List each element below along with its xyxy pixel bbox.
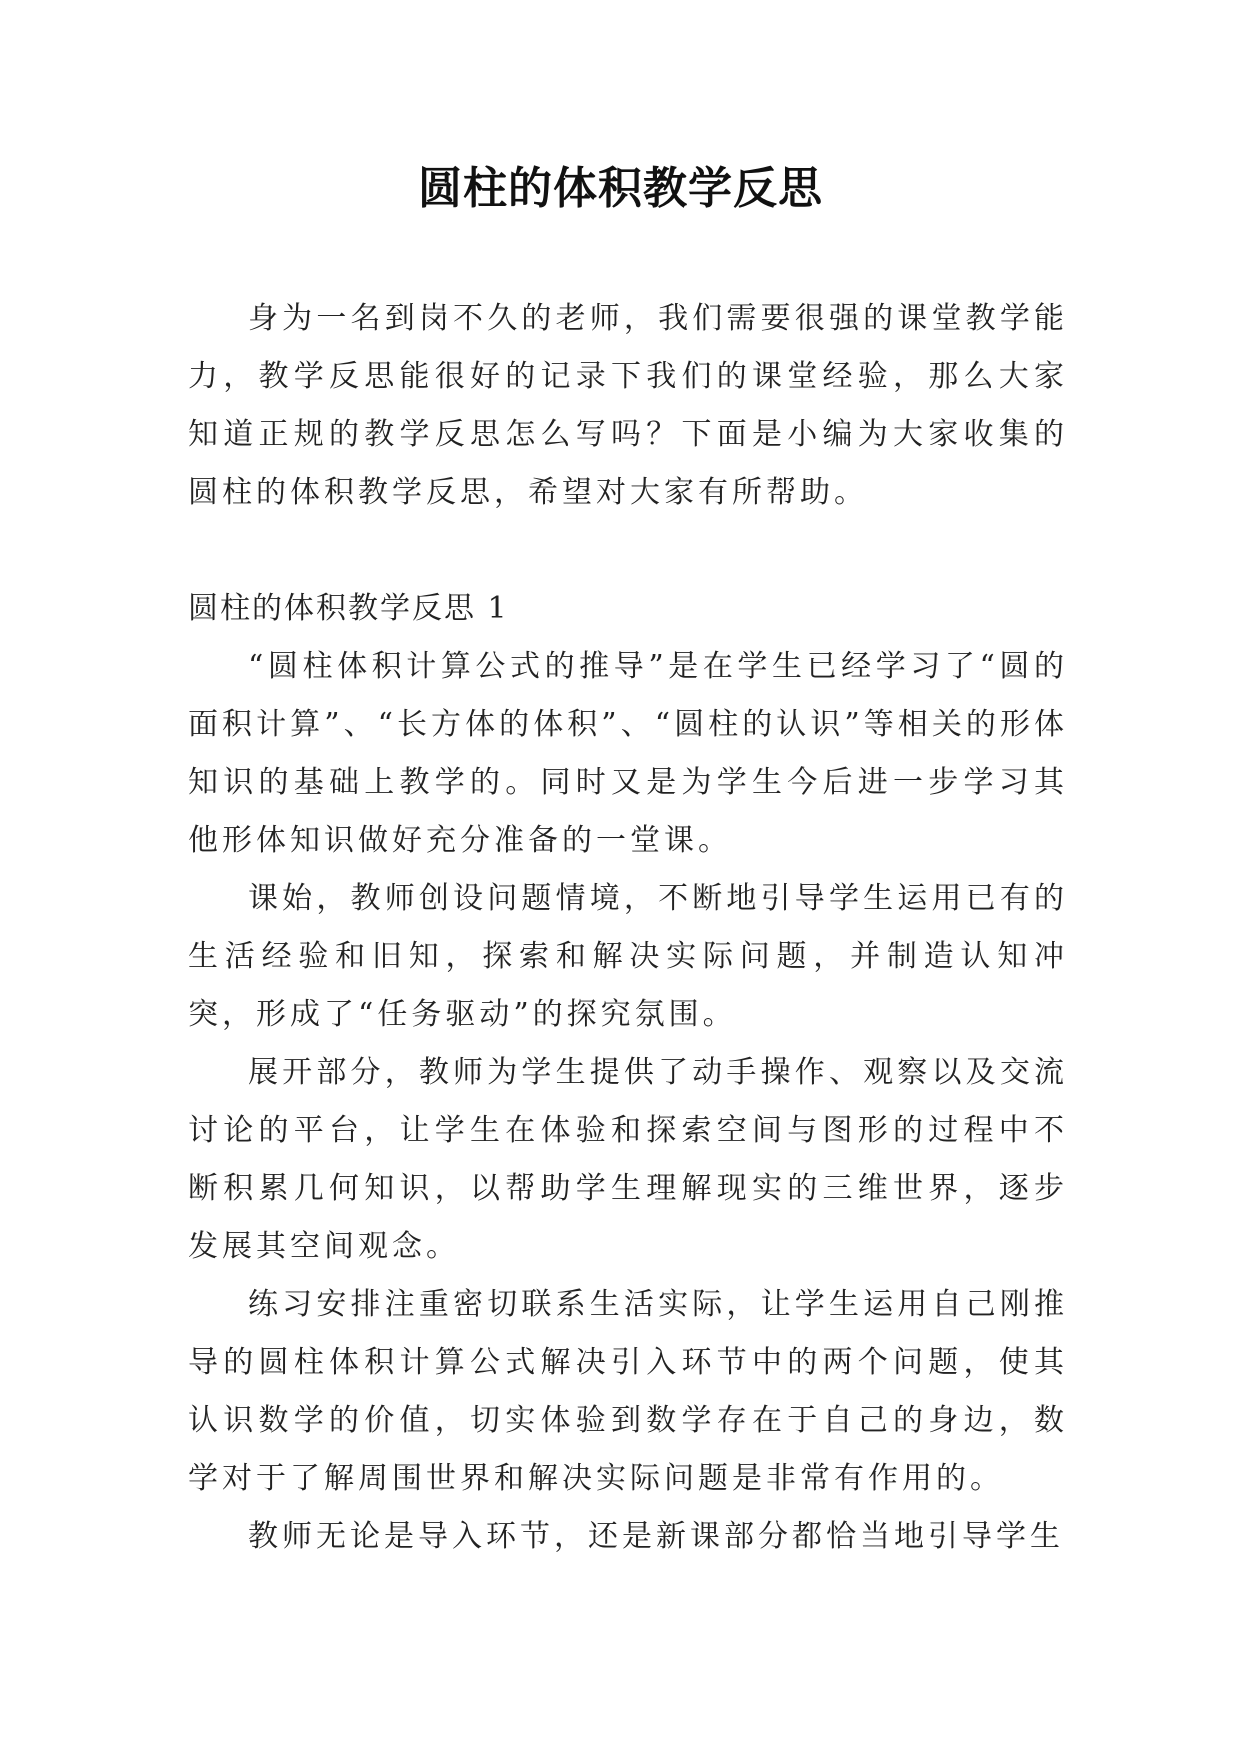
section-heading: 圆柱的体积教学反思 1 (188, 591, 509, 626)
document-body (188, 290, 1068, 1566)
intro-paragraph: 身为一名到岗不久的老师，我们需要很强的课堂教学能力，教学反思能很好的记录下我们的课堂经验，那么大家知道正规的教学反思怎么写吗？下面是小编为大家收集的圆柱的体积教学反思，希望对大家有所帮助。 (188, 301, 1068, 510)
body-paragraph: 课始，教师创设问题情境，不断地引导学生运用已有的生活经验和旧知，探索和解决实际问题，并制造认知冲突，形成了“任务驱动”的探究氛围。 (188, 881, 1068, 1032)
body-paragraph: 教师无论是导入环节，还是新课部分都恰当地引导学生 (248, 1519, 1064, 1554)
document-title: 圆柱的体积教学反思 (418, 163, 823, 214)
body-paragraph: “圆柱体积计算公式的推导”是在学生已经学习了“圆的面积计算”、“长方体的体积”、“圆柱的认识”等相关的形体知识的基础上教学的。同时又是为学生今后进一步学习其他形体知识做好充分准备的一堂课。 (188, 649, 1068, 858)
body-paragraph: 展开部分，教师为学生提供了动手操作、观察以及交流讨论的平台，让学生在体验和探索空间与图形的过程中不断积累几何知识，以帮助学生理解现实的三维世界，逐步发展其空间观念。 (188, 1055, 1068, 1264)
body-paragraph: 练习安排注重密切联系生活实际，让学生运用自己刚推导的圆柱体积计算公式解决引入环节中的两个问题，使其认识数学的价值，切实体验到数学存在于自己的身边，数学对于了解周围世界和解决实际问题是非常有作用的。 (188, 1287, 1068, 1496)
